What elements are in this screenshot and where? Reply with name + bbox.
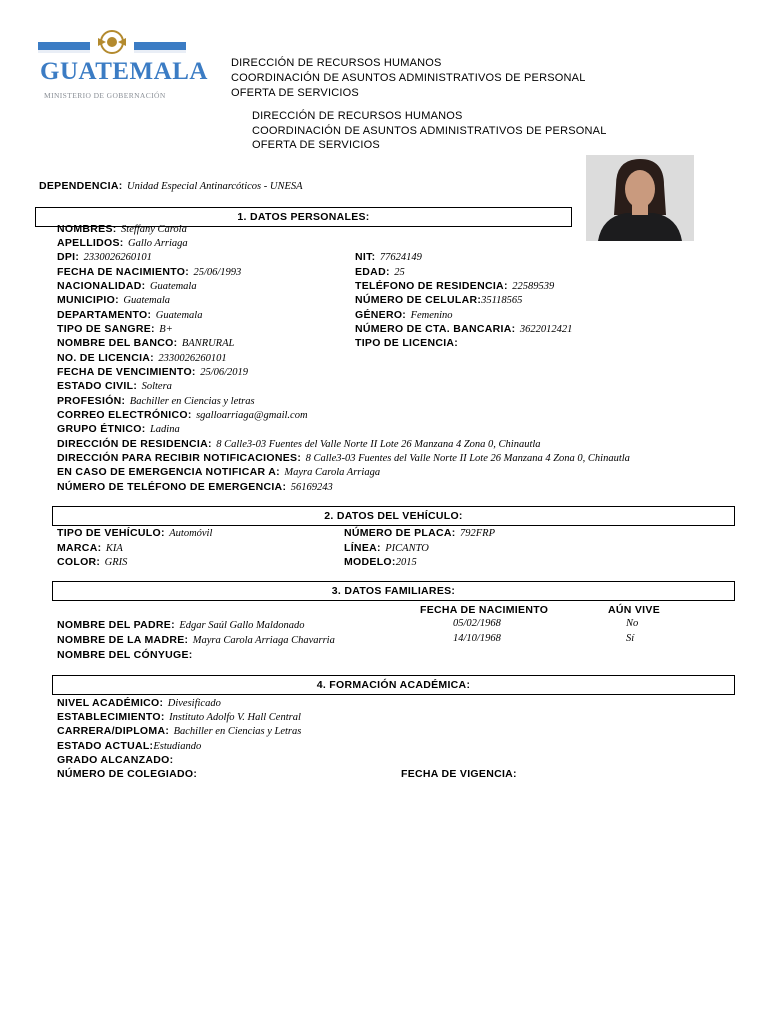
padre-value: Edgar Saúl Gallo Maldonado <box>179 620 305 631</box>
edad-label: EDAD: <box>355 266 390 278</box>
tipo-licencia-label: TIPO DE LICENCIA: <box>355 337 459 349</box>
dependencia-row <box>39 178 303 192</box>
cta-bancaria-value: 3622012421 <box>519 324 573 335</box>
profesion-value: Bachiller en Ciencias y letras <box>129 396 255 407</box>
profesion-row <box>57 393 255 407</box>
logo-name: GUATEMALA <box>40 58 208 85</box>
fecha-nacimiento-label: FECHA DE NACIMIENTO: <box>57 266 189 278</box>
conyuge-row <box>57 647 193 661</box>
section-datos-vehiculo: 2. DATOS DEL VEHÍCULO: <box>52 506 735 526</box>
edad-row <box>355 264 405 278</box>
vigencia-label: FECHA DE VIGENCIA: <box>401 768 517 780</box>
telefono-residencia-row <box>355 278 554 292</box>
header2-line2: COORDINACIÓN DE ASUNTOS ADMINISTRATIVOS DE PERSONAL <box>252 125 607 137</box>
header2-line3: OFERTA DE SERVICIOS <box>252 139 380 151</box>
modelo-row <box>344 554 417 568</box>
apellidos-value: Gallo Arriaga <box>128 238 188 249</box>
tipo-sangre-label: TIPO DE SANGRE: <box>57 323 155 335</box>
dir-notificaciones-value: 8 Calle3-03 Fuentes del Valle Norte II Lote 26 Manzana 4 Zona 0, Chinautla <box>305 453 630 464</box>
vigencia-row <box>401 766 517 780</box>
vencimiento-row <box>57 364 248 378</box>
tipo-vehiculo-value: Automóvil <box>169 528 213 539</box>
nivel-label: NIVEL ACADÉMICO: <box>57 697 164 709</box>
estado-civil-value: Soltera <box>141 381 172 392</box>
municipio-row <box>57 292 170 306</box>
tipo-vehiculo-label: TIPO DE VEHÍCULO: <box>57 527 165 539</box>
establecimiento-label: ESTABLECIMIENTO: <box>57 711 165 723</box>
vencimiento-value: 25/06/2019 <box>200 367 249 378</box>
grupo-etnico-label: GRUPO ÉTNICO: <box>57 423 146 435</box>
header1-line1: DIRECCIÓN DE RECURSOS HUMANOS <box>231 57 442 69</box>
estado-row <box>57 738 201 752</box>
guatemala-logo <box>36 28 208 104</box>
tipo-licencia-row <box>355 335 458 349</box>
carrera-label: CARRERA/DIPLOMA: <box>57 725 170 737</box>
tipo-vehiculo-row <box>57 525 212 539</box>
tel-emergencia-label: NÚMERO DE TELÉFONO DE EMERGENCIA: <box>57 481 287 493</box>
grado-row <box>57 752 173 766</box>
celular-label: NÚMERO DE CELULAR: <box>355 294 482 306</box>
tipo-sangre-value: B+ <box>159 324 173 335</box>
celular-row <box>355 292 522 306</box>
celular-value: 35118565 <box>481 295 523 306</box>
telefono-residencia-label: TELÉFONO DE RESIDENCIA: <box>355 280 508 292</box>
genero-row <box>355 307 453 321</box>
padre-label: NOMBRE DEL PADRE: <box>57 619 175 631</box>
nit-label: NIT: <box>355 251 376 263</box>
emergencia-row <box>57 464 380 478</box>
profesion-label: PROFESIÓN: <box>57 395 126 407</box>
dir-notificaciones-label: DIRECCIÓN PARA RECIBIR NOTIFICACIONES: <box>57 452 302 464</box>
carrera-value: Bachiller en Ciencias y Letras <box>173 726 302 737</box>
establecimiento-row <box>57 709 301 723</box>
colegiado-label: NÚMERO DE COLEGIADO: <box>57 768 198 780</box>
apellidos-label: APELLIDOS: <box>57 237 124 249</box>
fecha-nacimiento-value: 25/06/1993 <box>193 267 242 278</box>
dpi-row <box>57 249 152 263</box>
marca-row <box>57 540 123 554</box>
cta-bancaria-label: NÚMERO DE CTA. BANCARIA: <box>355 323 516 335</box>
grupo-etnico-row <box>57 421 180 435</box>
color-label: COLOR: <box>57 556 101 568</box>
nivel-row <box>57 695 221 709</box>
conyuge-label: NOMBRE DEL CÓNYUGE: <box>57 649 193 661</box>
padre-fecha: 05/02/1968 <box>453 618 501 629</box>
municipio-label: MUNICIPIO: <box>57 294 119 306</box>
no-licencia-label: NO. DE LICENCIA: <box>57 352 154 364</box>
nit-row <box>355 249 422 263</box>
section-formacion-academica: 4. FORMACIÓN ACADÉMICA: <box>52 675 735 695</box>
municipio-value: Guatemala <box>123 295 171 306</box>
telefono-residencia-value: 22589539 <box>512 281 555 292</box>
linea-label: LÍNEA: <box>344 542 381 554</box>
estado-value: Estudiando <box>153 741 202 752</box>
departamento-row <box>57 307 202 321</box>
marca-value: KIA <box>105 543 123 554</box>
section-datos-familiares: 3. DATOS FAMILIARES: <box>52 581 735 601</box>
madre-value: Mayra Carola Arriaga Chavarria <box>192 635 335 646</box>
padre-vive: No <box>626 618 639 629</box>
emergencia-label: EN CASO DE EMERGENCIA NOTIFICAR A: <box>57 466 280 478</box>
nombres-row <box>57 221 187 235</box>
nacionalidad-value: Guatemala <box>149 281 197 292</box>
apellidos-row <box>57 235 188 249</box>
carrera-row <box>57 723 301 737</box>
genero-label: GÉNERO: <box>355 309 407 321</box>
linea-value: PICANTO <box>385 543 429 554</box>
tel-emergencia-row <box>57 479 333 493</box>
dpi-label: DPI: <box>57 251 80 263</box>
madre-label: NOMBRE DE LA MADRE: <box>57 634 189 646</box>
dependencia-value: Unidad Especial Antinarcóticos - UNESA <box>126 181 303 192</box>
estado-civil-row <box>57 378 172 392</box>
madre-vive: Sí <box>626 633 635 644</box>
col-fecha-nacimiento: FECHA DE NACIMIENTO <box>420 604 549 616</box>
nit-value: 77624149 <box>379 252 422 263</box>
cta-bancaria-row <box>355 321 572 335</box>
vencimiento-label: FECHA DE VENCIMIENTO: <box>57 366 196 378</box>
color-row <box>57 554 127 568</box>
banco-value: BANRURAL <box>181 338 235 349</box>
col-aun-vive: AÚN VIVE <box>608 604 660 616</box>
madre-fecha: 14/10/1968 <box>453 633 501 644</box>
nivel-value: Divesificado <box>167 698 221 709</box>
header2-line1: DIRECCIÓN DE RECURSOS HUMANOS <box>252 110 463 122</box>
dir-notificaciones-row <box>57 450 630 464</box>
padre-row <box>57 617 304 631</box>
color-value: GRIS <box>104 557 128 568</box>
no-licencia-row <box>57 350 227 364</box>
banco-label: NOMBRE DEL BANCO: <box>57 337 178 349</box>
departamento-value: Guatemala <box>155 310 203 321</box>
section-datos-personales: 1. DATOS PERSONALES: <box>35 207 572 227</box>
tel-emergencia-value: 56169243 <box>290 482 333 493</box>
placa-value: 792FRP <box>460 528 496 539</box>
tipo-sangre-row <box>57 321 173 335</box>
departamento-label: DEPARTAMENTO: <box>57 309 152 321</box>
emergencia-value: Mayra Carola Arriaga <box>284 467 381 478</box>
header1-line3: OFERTA DE SERVICIOS <box>231 87 359 99</box>
genero-value: Femenino <box>410 310 453 321</box>
header1-line2: COORDINACIÓN DE ASUNTOS ADMINISTRATIVOS DE PERSONAL <box>231 72 586 84</box>
correo-value: sgalloarriaga@gmail.com <box>196 410 308 421</box>
no-licencia-value: 2330026260101 <box>158 353 227 364</box>
logo-ministry: MINISTERIO DE GOBERNACIÓN <box>44 91 166 100</box>
correo-row <box>57 407 308 421</box>
banco-row <box>57 335 234 349</box>
colegiado-row <box>57 766 197 780</box>
portrait-icon <box>586 155 694 241</box>
dir-residencia-label: DIRECCIÓN DE RESIDENCIA: <box>57 438 212 450</box>
dpi-value: 2330026260101 <box>83 252 152 263</box>
modelo-value: 2015 <box>395 557 417 568</box>
dependencia-label: DEPENDENCIA: <box>39 180 123 192</box>
linea-row <box>344 540 429 554</box>
grupo-etnico-value: Ladina <box>149 424 180 435</box>
establecimiento-value: Instituto Adolfo V. Hall Central <box>169 712 301 723</box>
placa-row <box>344 525 495 539</box>
estado-civil-label: ESTADO CIVIL: <box>57 380 138 392</box>
correo-label: CORREO ELECTRÓNICO: <box>57 409 192 421</box>
dir-residencia-row <box>57 436 541 450</box>
estado-label: ESTADO ACTUAL: <box>57 740 154 752</box>
placa-label: NÚMERO DE PLACA: <box>344 527 456 539</box>
marca-label: MARCA: <box>57 542 102 554</box>
dir-residencia-value: 8 Calle3-03 Fuentes del Valle Norte II Lote 26 Manzana 4 Zona 0, Chinautla <box>216 439 541 450</box>
madre-row <box>57 632 335 646</box>
edad-value: 25 <box>394 267 405 278</box>
applicant-photo <box>586 155 694 241</box>
nombres-value: Steffany Carola <box>121 224 187 235</box>
modelo-label: MODELO: <box>344 556 396 568</box>
nacionalidad-label: NACIONALIDAD: <box>57 280 146 292</box>
nombres-label: NOMBRES: <box>57 223 117 235</box>
grado-label: GRADO ALCANZADO: <box>57 754 174 766</box>
nacionalidad-row <box>57 278 197 292</box>
